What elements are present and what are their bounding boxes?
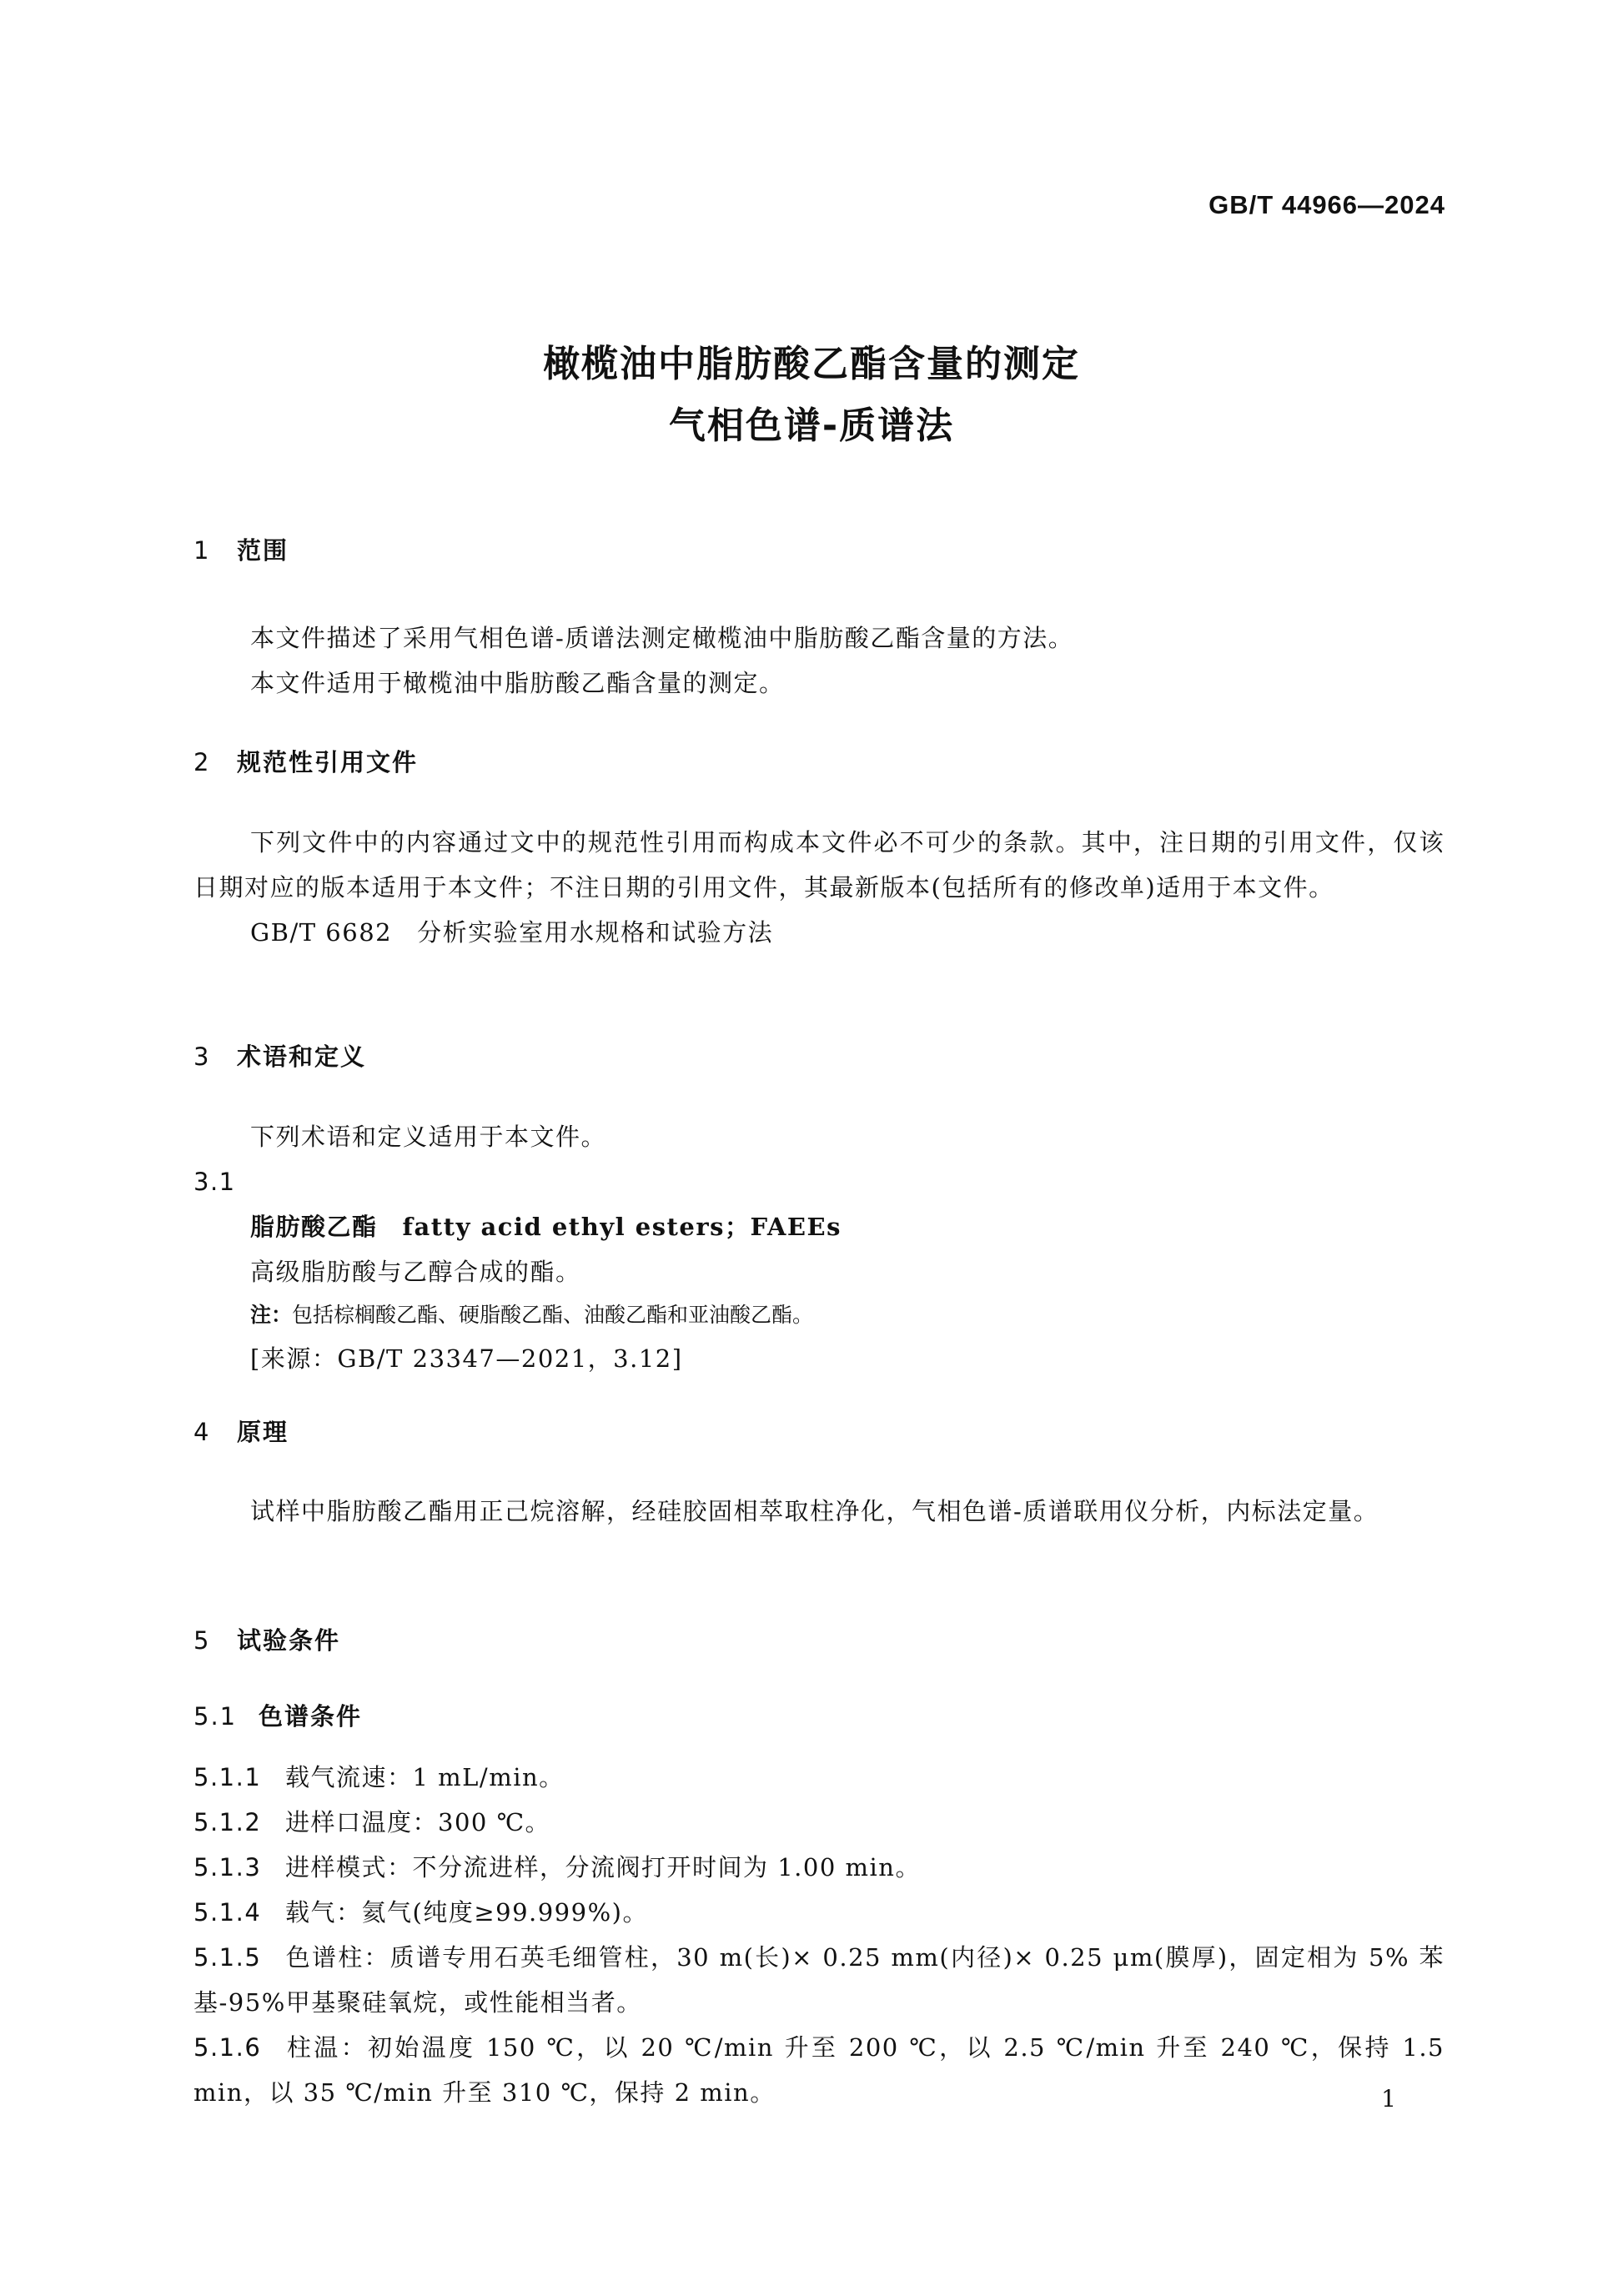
clause-number: 5.1.3 — [193, 1853, 262, 1882]
section-title: 规范性引用文件 — [237, 748, 419, 776]
clause-number: 5.1.5 — [193, 1943, 262, 1972]
clause-text: 载气流速：1 mL/min。 — [285, 1763, 565, 1791]
section-4-heading — [193, 1414, 1445, 1448]
document-title-line1: 橄榄油中脂肪酸乙酯含量的测定 — [543, 343, 1080, 385]
reference-code: GB/T 6682 — [250, 918, 393, 947]
clause-number: 5.1.2 — [193, 1808, 262, 1836]
clause-text: 柱温：初始温度 150 ℃，以 20 ℃/min 升至 200 ℃，以 2.5 ℃/min 升至 240 ℃，保持 1.5 min，以 35 ℃/min 升至 310 ℃，保持 2 min。 — [193, 2033, 1445, 2107]
paragraph: 下列术语和定义适用于本文件。 — [250, 1123, 607, 1151]
section-2-body — [193, 820, 1445, 955]
section-number: 4 — [193, 1418, 211, 1446]
section-number: 5 — [193, 1626, 211, 1655]
document-title-line2: 气相色谱-质谱法 — [668, 404, 955, 447]
page-number: 1 — [1381, 2085, 1396, 2113]
section-2-heading — [193, 744, 1445, 778]
section-title: 术语和定义 — [237, 1042, 367, 1071]
term-source: [来源：GB/T 23347—2021，3.12] — [250, 1344, 683, 1373]
section-title: 原理 — [237, 1418, 289, 1446]
section-number: 1 — [193, 536, 211, 565]
subsection-title: 色谱条件 — [259, 1702, 363, 1731]
note-text: 包括棕榈酸乙酯、硬脂酸乙酯、油酸乙酯和亚油酸乙酯。 — [292, 1303, 814, 1327]
clause-text: 进样口温度：300 ℃。 — [285, 1808, 551, 1836]
clause-number: 5.1.6 — [193, 2033, 262, 2062]
paragraph: 试样中脂肪酸乙酯用正己烷溶解，经硅胶固相萃取柱净化，气相色谱-质谱联用仪分析，内标法定量。 — [250, 1497, 1379, 1525]
clause-number: 5.1.1 — [193, 1763, 262, 1791]
section-4-body — [193, 1489, 1445, 1534]
section-title: 范围 — [237, 536, 289, 565]
term-chinese: 脂肪酸乙酯 — [250, 1213, 378, 1241]
clause-item — [193, 1935, 1445, 2025]
subsection-5-1-heading — [193, 1698, 1445, 1732]
normative-reference — [193, 910, 1445, 955]
section-number: 3 — [193, 1042, 211, 1071]
section-3-body — [193, 1114, 1445, 1381]
clause-item — [193, 1845, 1445, 1890]
clause-text: 色谱柱：质谱专用石英毛细管柱，30 m(长)× 0.25 mm(内径)× 0.25 μm(膜厚)，固定相为 5% 苯基-95%甲基聚硅氧烷，或性能相当者。 — [193, 1943, 1445, 2017]
term-note — [193, 1294, 1445, 1336]
term-number: 3.1 — [193, 1168, 236, 1196]
clause-item — [193, 2025, 1445, 2115]
section-number: 2 — [193, 748, 211, 776]
clause-number: 5.1.4 — [193, 1898, 262, 1927]
clause-text: 进样模式：不分流进样，分流阀打开时间为 1.00 min。 — [285, 1853, 921, 1882]
section-title: 试验条件 — [237, 1626, 341, 1655]
clause-item — [193, 1890, 1445, 1935]
clause-item — [193, 1755, 1445, 1800]
clause-text: 载气：氦气(纯度≥99.999%)。 — [285, 1898, 648, 1927]
section-1-body — [193, 615, 1445, 706]
clause-item — [193, 1800, 1445, 1845]
section-1-heading — [193, 532, 1445, 566]
term-english: fatty acid ethyl esters；FAEEs — [402, 1213, 842, 1241]
term-definition: 高级脂肪酸与乙醇合成的酯。 — [250, 1258, 581, 1286]
section-5-heading — [193, 1622, 1445, 1656]
reference-title: 分析实验室用水规格和试验方法 — [417, 918, 774, 947]
clause-list — [193, 1755, 1445, 2115]
paragraph: 下列文件中的内容通过文中的规范性引用而构成本文件必不可少的条款。其中，注日期的引用文件，仅该日期对应的版本适用于本文件；不注日期的引用文件，其最新版本(包括所有的修改单)适用于本文件。 — [193, 828, 1445, 902]
standard-code: GB/T 44966—2024 — [1208, 190, 1445, 219]
paragraph: 本文件描述了采用气相色谱-质谱法测定橄榄油中脂肪酸乙酯含量的方法。 — [250, 624, 1074, 652]
section-3-heading — [193, 1038, 1445, 1073]
note-label: 注： — [250, 1303, 293, 1327]
term-entry — [193, 1204, 1445, 1249]
paragraph: 本文件适用于橄榄油中脂肪酸乙酯含量的测定。 — [250, 669, 785, 697]
subsection-number: 5.1 — [193, 1702, 238, 1731]
